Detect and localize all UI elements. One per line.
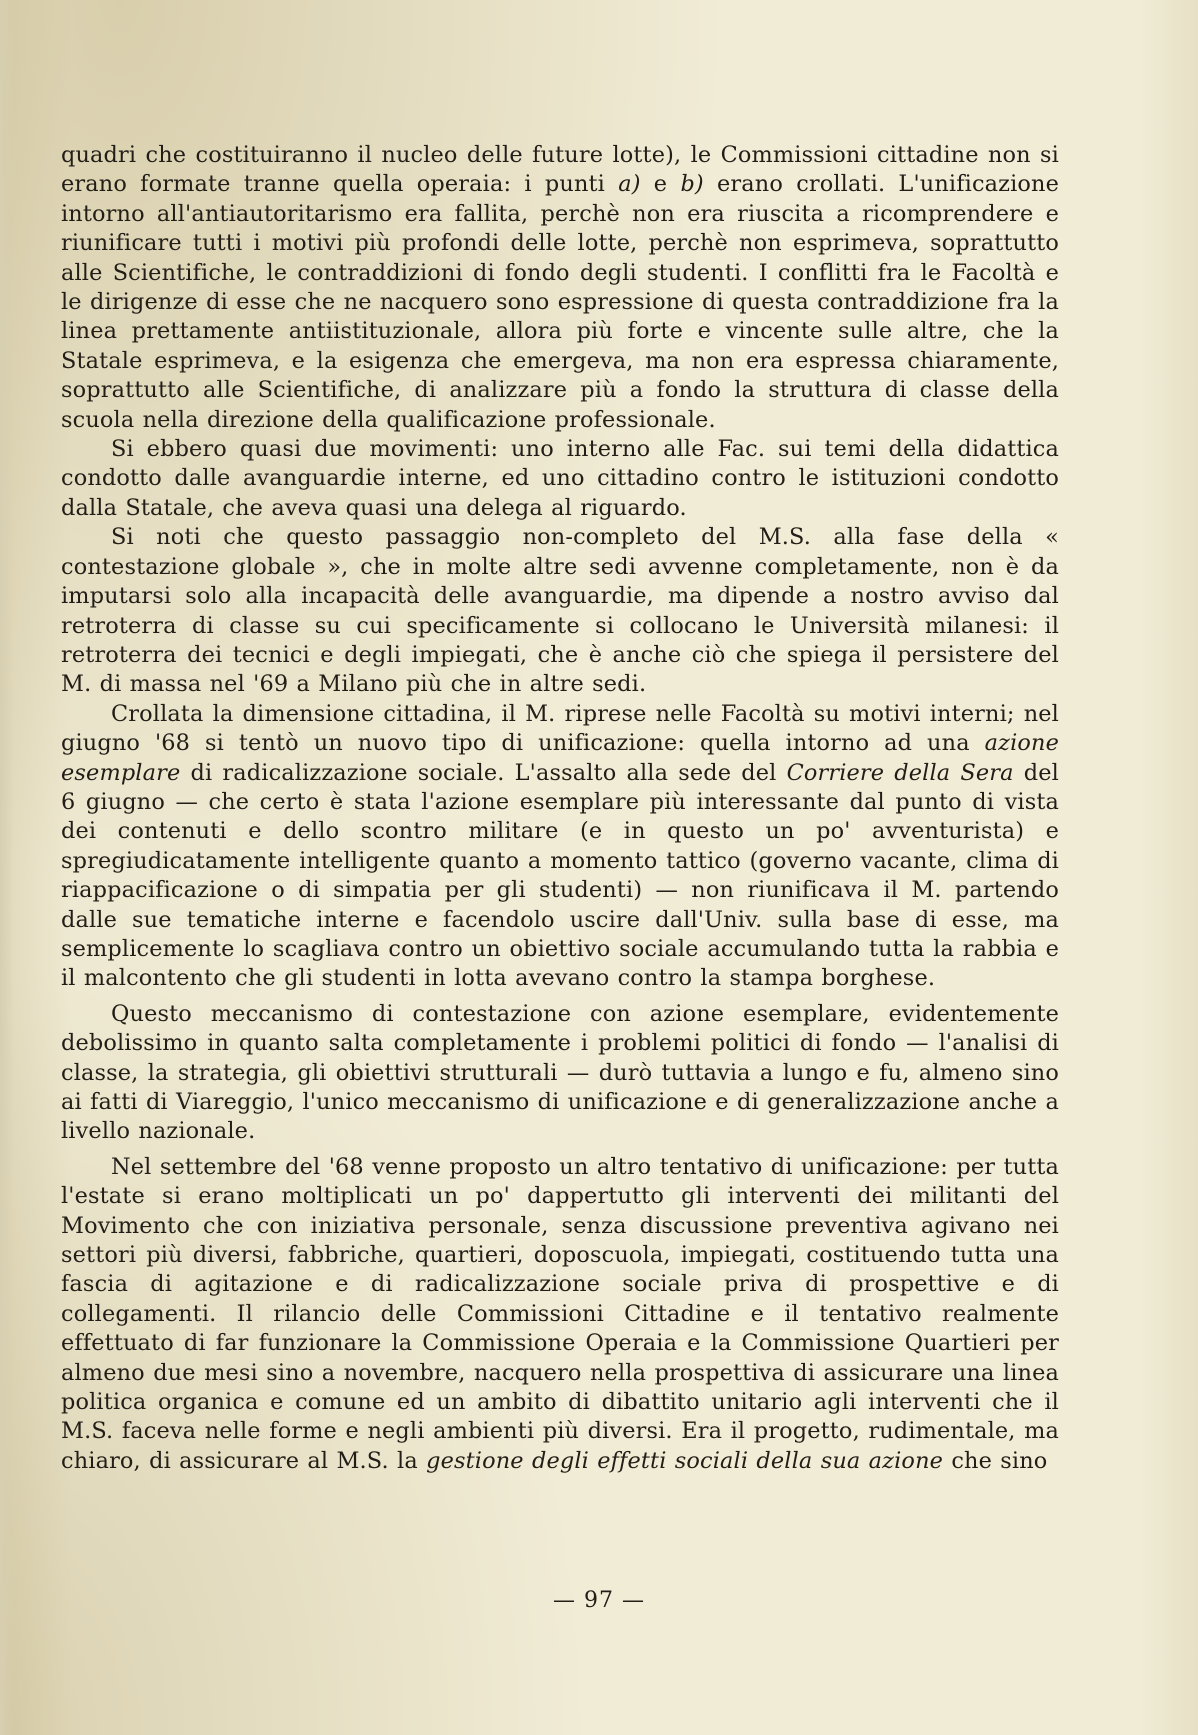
paragraph-6 [61,1153,1059,1476]
paragraph-4-text-b: di radicalizzazione sociale. L'assalto alla sede del [180,759,787,786]
corriere-della-sera-title: Corriere della Sera [786,759,1014,786]
paragraph-1-text-a: quadri che costituiranno il nucleo delle future lotte), le Commissioni cittadine non si erano formate tranne quella operaia: i punti [61,142,1059,198]
paragraph-1-text-b: e [640,171,681,198]
paragraph-3: Si noti che questo passaggio non-completo del M.S. alla fase della « contestazione globale », che in molte altre sedi avvenne completamente, non è da imputarsi solo alla incapacità delle avanguardie, ma dipende a nostro avviso dal retroterra di classe su cui specificamente si collocano le Università milanesi: il retroterra dei tecnici e degli impiegati, che è anche ciò che spiega il persistere del M. di massa nel '69 a Milano più che in altre sedi. [61,524,1059,698]
paragraph-4-text-c: del 6 giugno — che certo è stata l'azione esemplare più interessante dal punto di vista dei contenuti e dello scontro militare (e in questo un po' avventurista) e spregiudicatamente intelligente quanto a momento tattico (governo vacante, clima di riappacificazione o di simpatia per gli studenti) — non riunificava il M. partendo dalle sue tematiche interne e facendolo uscire dall'Univ. sulla base di esse, ma semplicemente lo scagliava contro un obiettivo sociale accumulando tutta la rabbia e il malcontento che gli studenti in lotta avevano contro la stampa borghese. [61,759,1059,992]
body-text [61,141,1059,1476]
point-a-label: a) [618,171,641,198]
paragraph-4 [61,700,1059,994]
paragraph-2: Si ebbero quasi due movimenti: uno interno alle Fac. sui temi della didattica condotto dalle avanguardie interne, ed uno cittadino contro le istituzioni condotto dalla Statale, che aveva quasi una delega al riguardo. [61,436,1059,521]
paragraph-4-text-a: Crollata la dimensione cittadina, il M. riprese nelle Facoltà su motivi interni; nel giugno '68 si tentò un nuovo tipo di unificazione: quella intorno ad una [61,700,1059,757]
scan-shadow-edge [0,0,14,1735]
page-number: — 97 — [553,1588,645,1613]
paragraph-6-text-b: che sino [943,1447,1048,1474]
paragraph-6-text-a: Nel settembre del '68 venne proposto un altro tentativo di unificazione: per tutta l'estate si erano moltiplicati un po' dappertutto gli interventi dei militanti del Movimento che con iniziativa personale, senza discussione preventiva agivano nei settori più diversi, fabbriche, quartieri, doposcuola, impiegati, costituendo tutta una fascia di agitazione e di radicalizzazione sociale priva di prospettive e di collegamenti. Il rilancio delle Commissioni Cittadine e il tentativo realmente effettuato di far funzionare la Commissione Operaia e la Commissione Quartieri per almeno due mesi sino a novembre, nacquero nella prospettiva di assicurare una linea politica organica e comune ed un ambito di dibattito unitario agli interventi che il M.S. faceva nelle forme e negli ambienti più diversi. Era il progetto, rudimentale, ma chiaro, di assicurare al M.S. la [61,1153,1059,1474]
paragraph-1 [61,141,1059,435]
paragraph-1-text-c: erano crollati. L'unificazione intorno all'antiautoritarismo era fallita, perchè non era riuscita a ricomprendere e riunificare tutti i motivi più profondi delle lotte, perchè non esprimeva, soprattutto alle Scientifiche, le contraddizioni di fondo degli studenti. I conflitti fra le Facoltà e le dirigenze di esse che ne nacquero sono espressione di questa contraddizione fra la linea prettamente antiistituzionale, allora più forte e vincente sulle altre, che la Statale esprimeva, e la esigenza che emergeva, ma non era espressa chiaramente, soprattutto alle Scientifiche, di analizzare più a fondo la struttura di classe della scuola nella direzione della qualificazione professionale. [61,171,1060,433]
point-b-label: b) [680,171,704,198]
paragraph-5: Questo meccanismo di contestazione con azione esemplare, evidentemente debolissimo in quanto salta completamente i problemi politici di fondo — l'analisi di classe, la strategia, gli obiettivi strutturali — durò tuttavia a lungo e fu, almeno sino ai fatti di Viareggio, l'unico meccanismo di unificazione e di generalizzazione anche a livello nazionale. [61,1000,1059,1145]
azione-esemplare-term: azione esemplare [61,730,1059,786]
gestione-effetti-term: gestione degli effetti sociali della sua azione [426,1447,944,1474]
